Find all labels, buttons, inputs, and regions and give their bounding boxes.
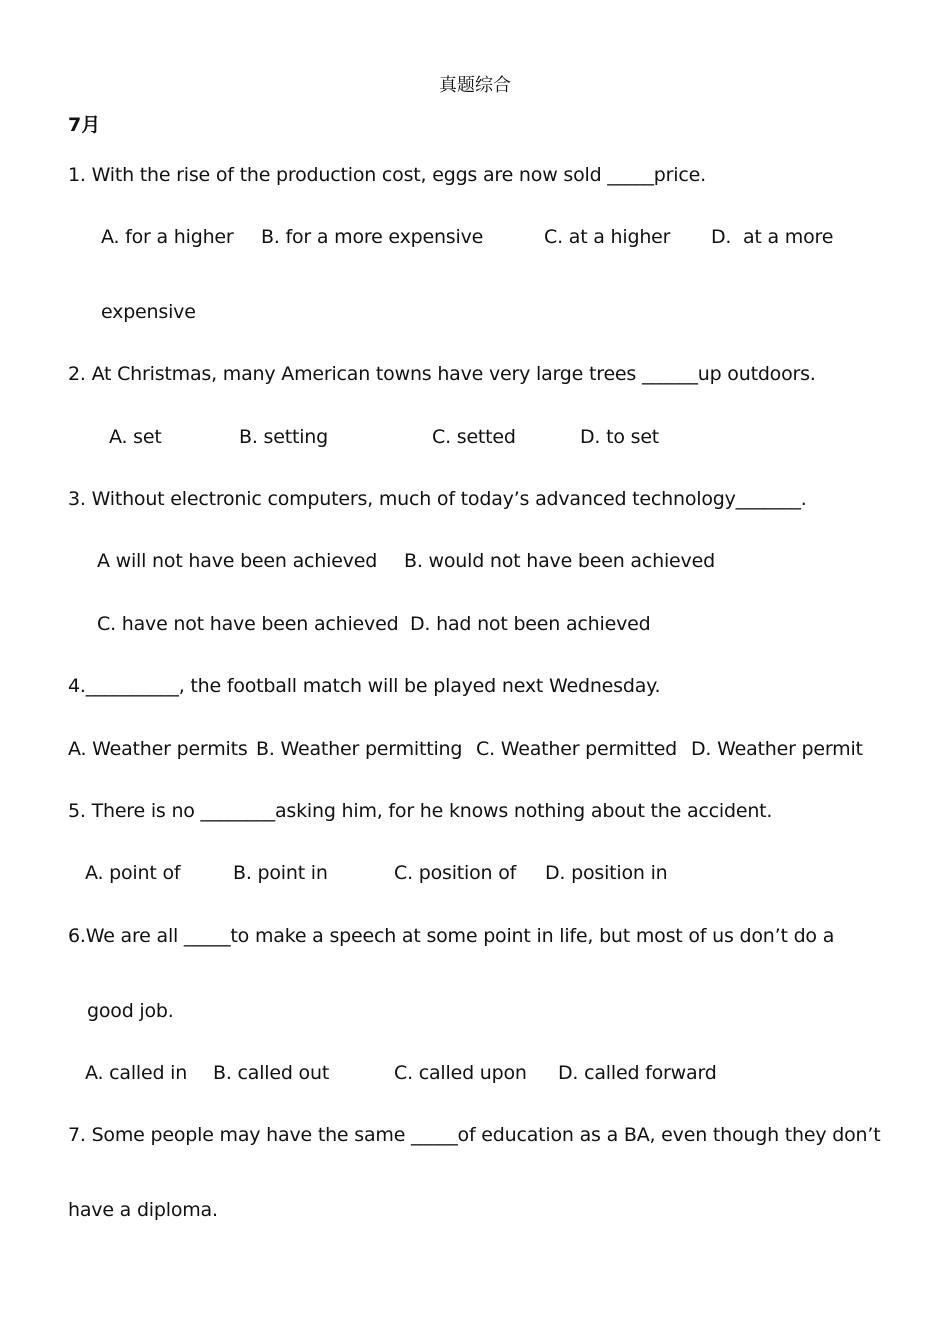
question-3-option-a: A will not have been achieved	[97, 550, 378, 572]
document-title: 真题综合	[439, 75, 511, 96]
question-3-option-c: C. have not have been achieved	[97, 613, 399, 635]
question-1-option-a: A. for a higher	[101, 226, 234, 248]
question-5-option-a: A. point of	[85, 862, 181, 884]
question-6-stem: 6.We are all _____to make a speech at some point in life, but most of us don’t do a	[68, 925, 835, 947]
question-3-option-b: B. would not have been achieved	[404, 550, 715, 572]
question-2-option-c: C. setted	[432, 426, 516, 448]
question-4-option-a: A. Weather permits	[68, 738, 248, 760]
question-5-option-b: B. point in	[233, 862, 328, 884]
question-7-continuation: have a diploma.	[68, 1199, 218, 1221]
question-4-stem: 4.__________, the football match will be played next Wednesday.	[68, 675, 661, 697]
question-5-stem: 5. There is no ________asking him, for he knows nothing about the accident.	[68, 800, 773, 822]
question-3-option-d: D. had not been achieved	[410, 613, 651, 635]
question-1-continuation: expensive	[101, 301, 196, 323]
question-2-option-a: A. set	[109, 426, 162, 448]
question-4-option-b: B. Weather permitting	[256, 738, 463, 760]
question-2-option-d: D. to set	[580, 426, 660, 448]
question-7-stem: 7. Some people may have the same _____of education as a BA, even though they don’t	[68, 1124, 881, 1146]
question-4-option-c: C. Weather permitted	[476, 738, 678, 760]
question-5-option-c: C. position of	[394, 862, 517, 884]
question-1-option-c: C. at a higher	[544, 226, 671, 248]
question-6-option-b: B. called out	[213, 1062, 330, 1084]
question-1-option-b: B. for a more expensive	[261, 226, 484, 248]
question-2-option-b: B. setting	[239, 426, 328, 448]
question-1-option-d: D. at a more	[711, 226, 834, 248]
question-6-option-d: D. called forward	[558, 1062, 717, 1084]
question-1-stem: 1. With the rise of the production cost, eggs are now sold _____price.	[68, 164, 706, 186]
question-5-option-d: D. position in	[545, 862, 668, 884]
question-3-stem: 3. Without electronic computers, much of today’s advanced technology_______.	[68, 488, 807, 510]
section-heading: 7月	[68, 114, 101, 136]
question-6-option-c: C. called upon	[394, 1062, 527, 1084]
question-6-continuation: good job.	[87, 1000, 174, 1022]
question-2-stem: 2. At Christmas, many American towns have very large trees ______up outdoors.	[68, 363, 816, 385]
question-4-option-d: D. Weather permit	[691, 738, 863, 760]
question-6-option-a: A. called in	[85, 1062, 188, 1084]
